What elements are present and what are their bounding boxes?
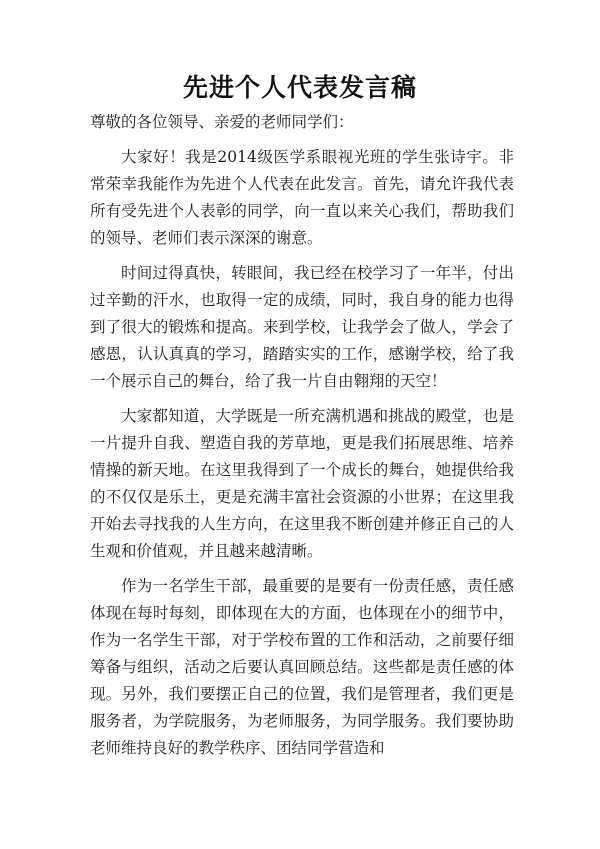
document-body: [90, 109, 514, 762]
document-title: 先进个人代表发言稿: [182, 73, 417, 102]
paragraph-1: 大家好！我是2014级医学系眼视光班的学生张诗宇。非常荣幸我能作为先进个人代表在此发言。首先，请允许我代表所有受先进个人表彰的同学，向一直以来关心我们，帮助我们的领导、老师们表示深深的谢意。: [90, 148, 514, 247]
salutation: 尊敬的各位领导、亲爱的老师同学们：: [90, 113, 354, 131]
paragraph-3: 大家都知道，大学既是一所充满机遇和挑战的殿堂，也是一片提升自我、塑造自我的芳草地，更是我们拓展思维、培养情操的新天地。在这里我得到了一个成长的舞台，她提供给我的不仅仅是乐土，更是充满丰富社会资源的小世界；在这里我开始去寻找我的人生方向，在这里我不断创建并修正自己的人生观和价值观，并且越来越清晰。: [90, 407, 514, 560]
paragraph-2: 时间过得真快，转眼间，我已经在校学习了一年半，付出过辛勤的汗水，也取得一定的成绩，同时，我自身的能力也得到了很大的锻炼和提高。来到学校，让我学会了做人，学会了感恩，认认真真的学习，踏踏实实的工作，感谢学校，给了我一个展示自己的舞台，给了我一片自由翱翔的天空！: [90, 264, 514, 390]
paragraph-4: 作为一名学生干部，最重要的是要有一份责任感，责任感体现在每时每刻，即体现在大的方面，也体现在小的细节中，作为一名学生干部，对于学校布置的工作和活动，之前要仔细筹备与组织，活动之后要认真回顾总结。这些都是责任感的体现。另外，我们要摆正自己的位置，我们是管理者，我们更是服务者，为学院服务，为老师服务，为同学服务。我们要协助老师维持良好的教学秩序、团结同学营造和: [90, 577, 514, 757]
